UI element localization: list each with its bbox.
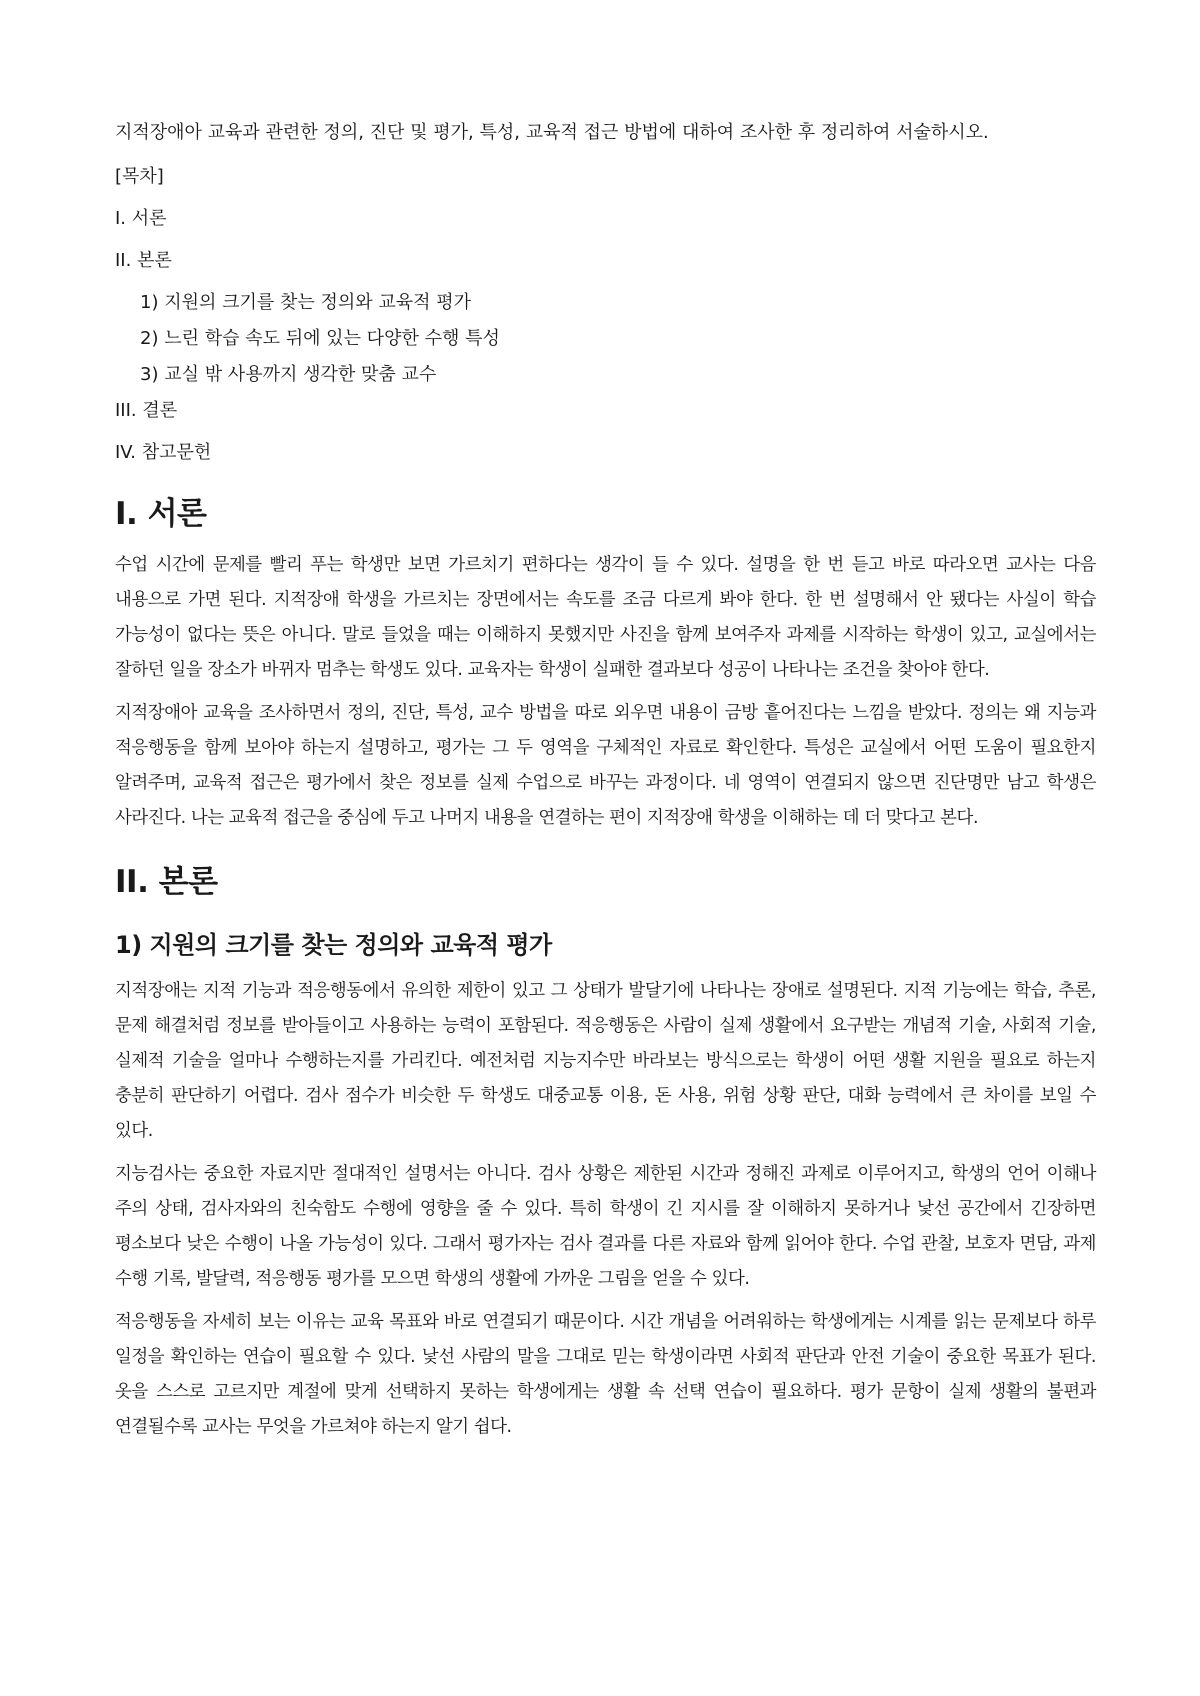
toc-item-body: II. 본론 xyxy=(115,250,172,271)
toc-item-references: IV. 참고문헌 xyxy=(115,442,212,463)
intro-heading: I. 서론 xyxy=(115,496,207,532)
subsection-1-paragraph-3: 적응행동을 자세히 보는 이유는 교육 목표와 바로 연결되기 때문이다. 시간 개념을 어려워하는 학생에게는 시계를 읽는 문제보다 하루 일정을 확인하는 연습이 필요할 수 있다. 낯선 사람의 말을 그대로 믿는 학생이라면 사회적 판단과 안전 기술이 중요한 목표가 된다. 옷을 스스로 고르지만 계절에 맞게 선택하지 못하는 학생에게는 생활 속 선택 연습이 필요하다. 평가 문항이 실제 생활의 불편과 연결될수록 교사는 무엇을 가르쳐야 하는지 알기 쉽다. xyxy=(115,1312,1096,1437)
table-of-contents xyxy=(115,162,1096,468)
toc-subitem-3: 3) 교실 밖 사용까지 생각한 맞춤 교수 xyxy=(140,364,437,385)
subsection-1-paragraph-2: 지능검사는 중요한 자료지만 절대적인 설명서는 아니다. 검사 상황은 제한된 시간과 정해진 과제로 이루어지고, 학생의 언어 이해나 주의 상태, 검사자와의 친숙함도 수행에 영향을 줄 수 있다. 특히 학생이 긴 지시를 잘 이해하지 못하거나 낯선 공간에서 긴장하면 평소보다 낮은 수행이 나올 가능성이 있다. 그래서 평가자는 검사 결과를 다른 자료와 함께 읽어야 한다. 수업 관찰, 보호자 면담, 과제 수행 기록, 발달력, 적응행동 평가를 모으면 학생의 생활에 가까운 그림을 얻을 수 있다. xyxy=(115,1164,1096,1289)
toc-heading: [목차] xyxy=(115,166,164,187)
intro-paragraph-1: 수업 시간에 문제를 빨리 푸는 학생만 보면 가르치기 편하다는 생각이 들 수 있다. 설명을 한 번 듣고 바로 따라오면 교사는 다음 내용으로 가면 된다. 지적장애 학생을 가르치는 장면에서는 속도를 조금 다르게 봐야 한다. 한 번 설명해서 안 됐다는 사실이 학습 가능성이 없다는 뜻은 아니다. 말로 들었을 때는 이해하지 못했지만 사진을 함께 보여주자 과제를 시작하는 학생이 있고, 교실에서는 잘하던 일을 장소가 바뀌자 멈추는 학생도 있다. 교육자는 학생이 실패한 결과보다 성공이 나타나는 조건을 찾아야 한다. xyxy=(115,555,1096,680)
toc-item-conclusion: III. 결론 xyxy=(115,400,178,421)
body-heading: II. 본론 xyxy=(115,864,218,900)
subsection-1-heading: 1) 지원의 크기를 찾는 정의와 교육적 평가 xyxy=(115,931,552,959)
toc-subitem-1: 1) 지원의 크기를 찾는 정의와 교육적 평가 xyxy=(140,292,472,313)
intro-paragraph-2: 지적장애아 교육을 조사하면서 정의, 진단, 특성, 교수 방법을 따로 외우면 내용이 금방 흩어진다는 느낌을 받았다. 정의는 왜 지능과 적응행동을 함께 보아야 하는지 설명하고, 평가는 그 두 영역을 구체적인 자료로 확인한다. 특성은 교실에서 어떤 도움이 필요한지 알려주며, 교육적 접근은 평가에서 찾은 정보를 실제 수업으로 바꾸는 과정이다. 네 영역이 연결되지 않으면 진단명만 남고 학생은 사라진다. 나는 교육적 접근을 중심에 두고 나머지 내용을 연결하는 편이 지적장애 학생을 이해하는 데 더 맞다고 본다. xyxy=(115,703,1096,828)
subsection-1-paragraph-1: 지적장애는 지적 기능과 적응행동에서 유의한 제한이 있고 그 상태가 발달기에 나타나는 장애로 설명된다. 지적 기능에는 학습, 추론, 문제 해결처럼 정보를 받아들이고 사용하는 능력이 포함된다. 적응행동은 사람이 실제 생활에서 요구받는 개념적 기술, 사회적 기술, 실제적 기술을 얼마나 수행하는지를 가리킨다. 예전처럼 지능지수만 바라보는 방식으로는 학생이 어떤 생활 지원을 필요로 하는지 충분히 판단하기 어렵다. 검사 점수가 비슷한 두 학생도 대중교통 이용, 돈 사용, 위험 상황 판단, 대화 능력에서 큰 차이를 보일 수 있다. xyxy=(115,981,1096,1141)
assignment-prompt: 지적장애아 교육과 관련한 정의, 진단 및 평가, 특성, 교육적 접근 방법에 대하여 조사한 후 정리하여 서술하시오. xyxy=(115,122,989,143)
toc-subitem-2: 2) 느린 학습 속도 뒤에 있는 다양한 수행 특성 xyxy=(140,328,500,349)
toc-item-intro: I. 서론 xyxy=(115,208,167,229)
